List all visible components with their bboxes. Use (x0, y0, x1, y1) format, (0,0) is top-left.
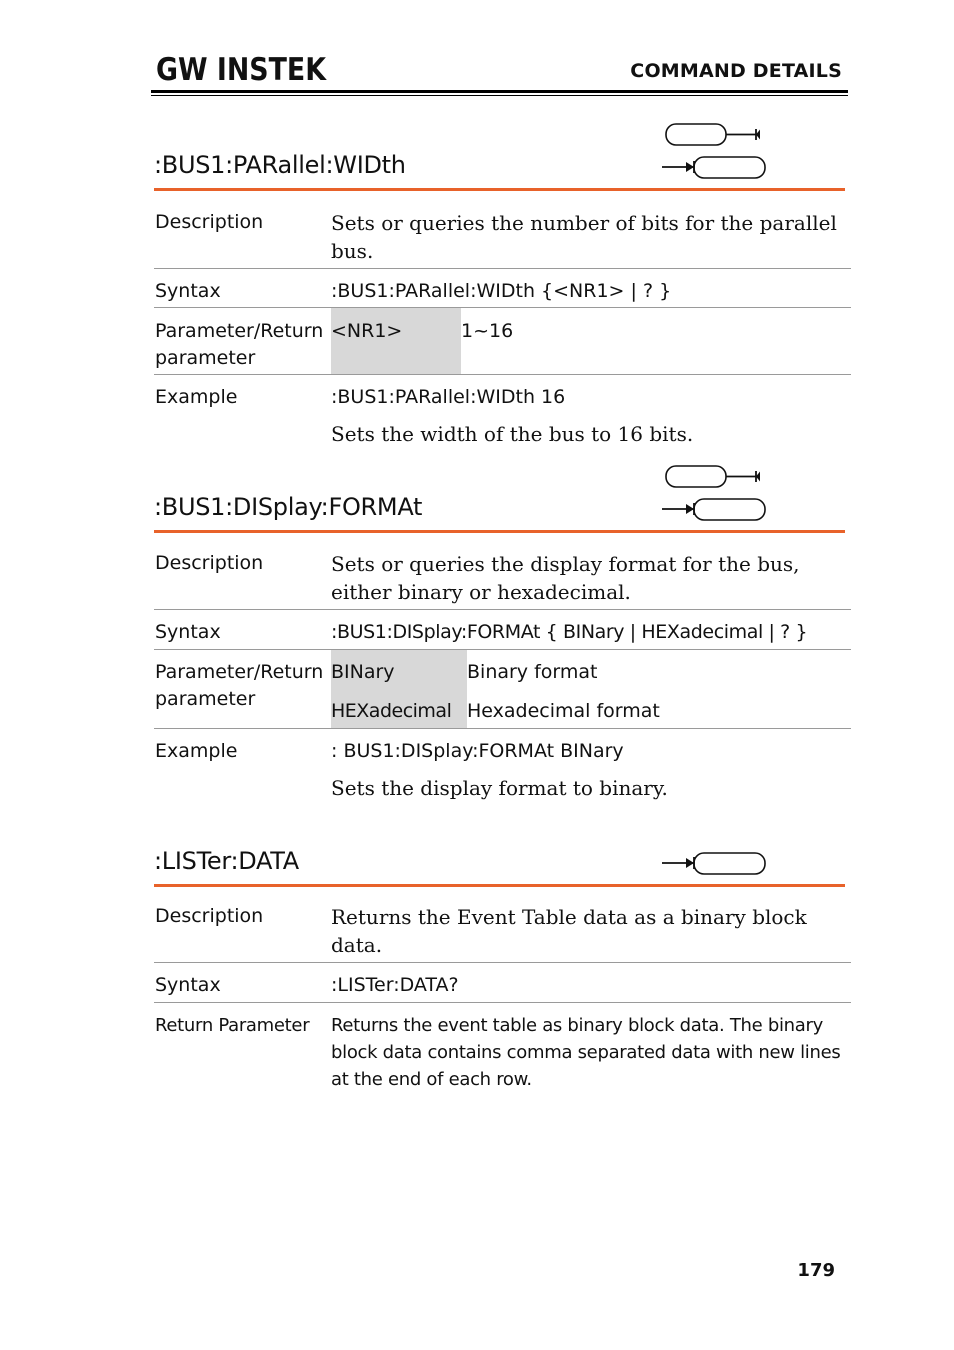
header-rule (151, 90, 848, 93)
description-label: Description (155, 552, 264, 574)
parameter-name: <NR1> (331, 320, 403, 342)
title-underline (154, 530, 845, 533)
row-divider (154, 307, 851, 308)
row-divider (154, 728, 851, 729)
row-divider (154, 649, 851, 650)
svg-text:GW INSTEK: GW INSTEK (156, 52, 327, 88)
description-text: Sets or queries the display format for the bus, either binary or hexadecimal. (331, 552, 800, 604)
title-underline (154, 188, 845, 191)
description-label: Description (155, 905, 264, 927)
header-rule-thin (151, 95, 848, 96)
parameter-desc: Hexadecimal format (467, 700, 660, 722)
gw-instek-logo (156, 52, 328, 86)
return-parameter-text: Returns the event table as binary block data. The binary block data contains comma separated data with new lines at the end of each row. (331, 1015, 841, 1090)
row-divider (154, 962, 851, 963)
syntax-label: Syntax (155, 280, 221, 302)
parameter-name: BINary (331, 661, 395, 683)
parameter-desc: 1~16 (461, 320, 514, 342)
syntax-label: Syntax (155, 621, 221, 643)
example-label: Example (155, 386, 238, 408)
page-number: 179 (797, 1260, 835, 1281)
section-title: COMMAND DETAILS (630, 60, 842, 82)
command-title-parallel-width: :BUS1:PARallel:WIDth (154, 151, 406, 179)
row-divider (154, 268, 851, 269)
syntax-label: Syntax (155, 974, 221, 996)
row-divider (154, 1002, 851, 1003)
parameter-desc: Binary format (467, 661, 598, 683)
command-title-display-format: :BUS1:DISplay:FORMAt (154, 493, 423, 521)
example-command: :BUS1:PARallel:WIDth 16 (331, 386, 566, 408)
description-text: Sets or queries the number of bits for the parallel bus. (331, 211, 837, 263)
parameter-label: Parameter/Return parameter (155, 661, 324, 710)
syntax-text: :BUS1:PARallel:WIDth {<NR1> | ? } (331, 280, 672, 302)
command-title-lister-data: :LISTer:DATA (154, 847, 299, 875)
parameter-name: HEXadecimal (331, 700, 452, 722)
example-label: Example (155, 740, 238, 762)
set-query-icon (660, 120, 770, 180)
example-command: : BUS1:DISplay:FORMAt BINary (331, 740, 624, 762)
query-icon (660, 818, 770, 878)
row-divider (154, 609, 851, 610)
syntax-text: :BUS1:DISplay:FORMAt { BINary | HEXadecimal | ? } (331, 621, 808, 643)
example-description: Sets the display format to binary. (331, 776, 668, 800)
description-label: Description (155, 211, 264, 233)
example-description: Sets the width of the bus to 16 bits. (331, 422, 694, 446)
row-divider (154, 374, 851, 375)
title-underline (154, 884, 845, 887)
set-query-icon (660, 462, 770, 522)
parameter-label: Parameter/Return parameter (155, 320, 324, 369)
description-text: Returns the Event Table data as a binary block data. (331, 905, 807, 957)
syntax-text: :LISTer:DATA? (331, 974, 459, 996)
return-parameter-label: Return Parameter (155, 1015, 310, 1036)
